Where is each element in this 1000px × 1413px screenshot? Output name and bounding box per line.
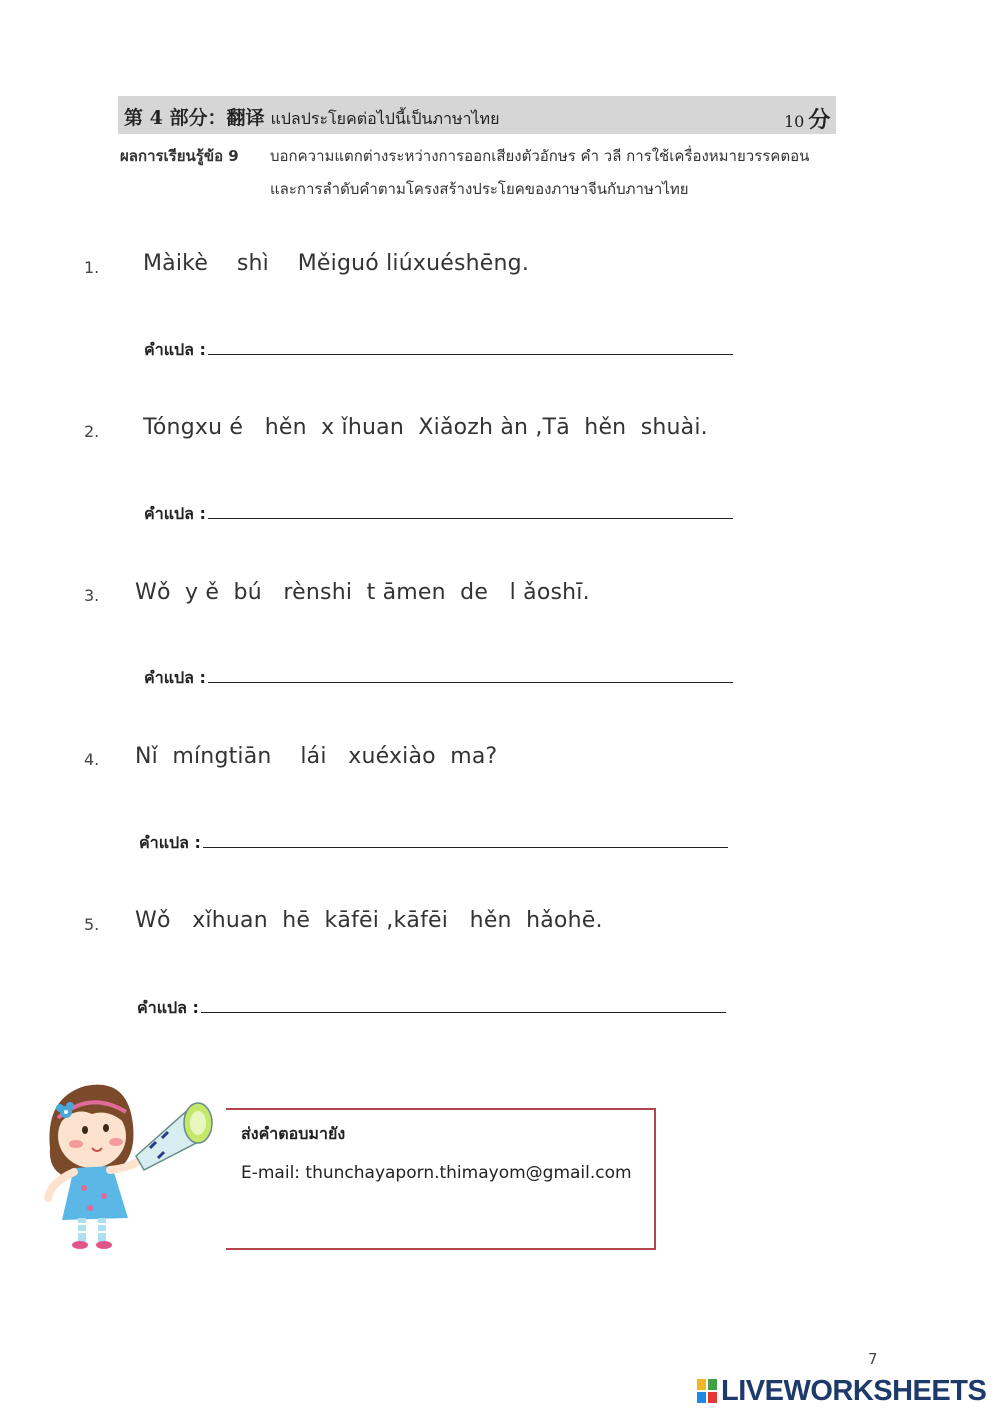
page-number: 7 [868, 1350, 878, 1368]
section-instruction: แปลประโยคต่อไปนี้เป็นภาษาไทย [270, 109, 500, 128]
answer-row [137, 996, 726, 1021]
question-number: 4. [84, 750, 100, 769]
section-title-cn: 第 4 部分：翻译 [124, 107, 265, 129]
question-number: 3. [84, 586, 100, 605]
answer-input-line[interactable] [208, 338, 733, 355]
brand-name: LIVEWORKSHEETS [721, 1375, 987, 1407]
send-answer-email: E-mail: thunchayaporn.thimayom@gmail.com [241, 1163, 632, 1183]
answer-input-line[interactable] [208, 666, 733, 683]
answer-label: คำแปล : [144, 340, 206, 359]
section-title [124, 103, 499, 132]
answer-row [139, 831, 728, 856]
answer-row [144, 338, 733, 363]
question-text: Wǒ y ě bú rènshi t āmen de l ǎoshī. [135, 580, 590, 605]
answer-input-line[interactable] [208, 502, 733, 519]
answer-row [144, 666, 733, 691]
send-answer-title: ส่งคำตอบมายัง [241, 1124, 346, 1143]
answer-label: คำแปล : [144, 504, 206, 523]
question-number: 5. [84, 915, 100, 934]
question-text: Màikè shì Měiguó liúxuéshēng. [143, 251, 530, 276]
question-number: 2. [84, 422, 100, 441]
answer-label: คำแปล : [139, 833, 201, 852]
learning-outcome-label: ผลการเรียนรู้ข้อ 9 [120, 147, 239, 165]
question-text: Nǐ míngtiān lái xuéxiào ma? [135, 744, 498, 769]
answer-input-line[interactable] [203, 831, 728, 848]
section-score [784, 103, 830, 134]
learning-outcome-line-2: และการลำดับคำตามโครงสร้างประโยคของภาษาจีนกับภาษาไทย [270, 180, 689, 198]
answer-input-line[interactable] [201, 996, 726, 1013]
question-number: 1. [84, 258, 100, 277]
learning-outcome-line-1: บอกความแตกต่างระหว่างการออกเสียงตัวอักษร คำ วลี การใช้เครื่องหมายวรรคตอน [270, 147, 810, 165]
question-text: Tóngxu é hěn x ǐhuan Xiǎozh àn ,Tā hěn shuài. [143, 415, 708, 440]
question-text: Wǒ xǐhuan hē kāfēi ,kāfēi hěn hǎohē. [135, 908, 603, 933]
score-value: 10 [784, 112, 805, 131]
girl-megaphone-illustration [40, 1068, 220, 1253]
liveworksheets-logo-icon [697, 1379, 717, 1403]
score-unit: 分 [808, 107, 831, 133]
answer-label: คำแปล : [137, 998, 199, 1017]
answer-row [144, 502, 733, 527]
answer-label: คำแปล : [144, 668, 206, 687]
